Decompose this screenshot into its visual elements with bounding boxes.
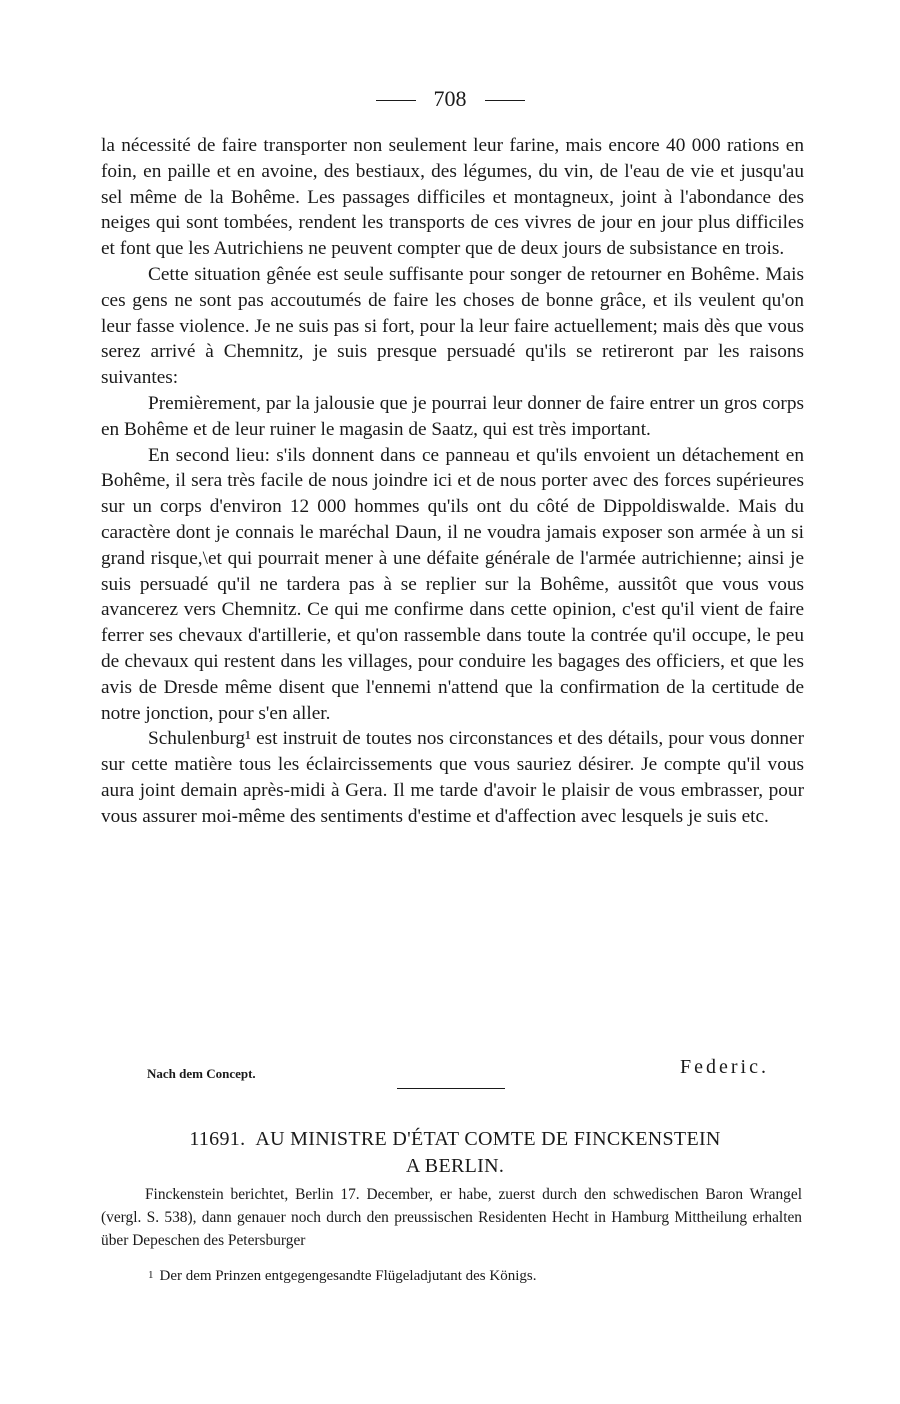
letter-body — [101, 133, 804, 830]
document-heading — [110, 1126, 800, 1180]
page-number: 708 — [433, 86, 467, 111]
header-dash-right — [485, 100, 525, 101]
document-summary — [101, 1183, 802, 1252]
paragraph-4: En second lieu: s'ils donnent dans ce panneau et qu'ils envoient un détachement en Bohême, il sera très facile de nous joindre ici et de nous porter avec des forces supérieures sur un corps d'environ 12 000 hommes qu'ils ont du côté de Dippoldiswalde. Mais du caractère dont je connais le maréchal Daun, il ne voudra jamais exposer son armée à un si grand risque,\et qui pourrait mener à une défaite générale de l'armée autrichienne; ainsi je suis persuadé qu'il ne tardera pas à se replier sur la Bohême, aussitôt que vous vous avancerez vers Chemnitz. Ce qui me confirme dans cette opinion, c'est qu'il vient de faire ferrer ses chevaux d'artillerie, et qu'on rassemble dans toute la contrée qu'il occupe, le peu de chevaux qui restent dans les villages, pour conduire les bagages des officiers, et que les avis de Dresde même disent que l'ennemi n'attend que la confirmation de la certitude de notre jonction, pour s'en aller. — [101, 444, 804, 724]
page-header — [0, 86, 900, 112]
heading-line-2: A BERLIN. — [405, 1155, 505, 1177]
source-note: Nach dem Concept. — [147, 1066, 256, 1081]
footnote-marker: 1 — [148, 1269, 154, 1281]
heading-line-1 — [110, 1126, 800, 1153]
summary-text: Finckenstein berichtet, Berlin 17. December, er habe, zuerst durch den schwedischen Baron Wrangel (vergl. S. 538), dann genauer noch durch den preussischen Residenten Hecht in Hamburg Mittheilung erhalten über Depeschen des Petersburger — [101, 1186, 802, 1249]
header-dash-left — [376, 100, 416, 101]
document-number: 11691. — [189, 1128, 246, 1150]
heading-title: AU MINISTRE D'ÉTAT COMTE DE FINCKENSTEIN — [255, 1128, 721, 1150]
section-divider — [397, 1088, 505, 1089]
paragraph-1: la nécessité de faire transporter non seulement leur farine, mais encore 40 000 rations en foin, en paille et en avoine, des bestiaux, des légumes, du vin, de l'eau de vie et jusqu'au sel même de la Bohême. Les passages difficiles et montagneux, joint à l'abondance des neiges qui sont tombées, rendent les transports de ces vivres de jour en jour plus difficiles et font que les Autrichiens ne peuvent compter que de deux jours de subsistance en trois. — [101, 135, 804, 260]
paragraph-5: Schulenburg¹ est instruit de toutes nos circonstances et des détails, pour vous donner sur cette matière tous les éclaircissements que vous sauriez désirer. Je compte qu'il vous aura joint demain après-midi à Gera. Il me tarde d'avoir le plaisir de vous embrasser, pour vous assurer moi-même des sentiments d'estime et d'affection avec lesquels je suis etc. — [101, 728, 804, 827]
paragraph-2: Cette situation gênée est seule suffisante pour songer de retourner en Bohême. Mais ces gens ne sont pas accoutumés de faire les choses de bonne grâce, et ils veulent qu'on leur fasse violence. Je ne suis pas si fort, pour la leur faire actuellement; mais dès que vous serez arrivé à Chemnitz, je suis presque persuadé qu'ils se retireront par les raisons suivantes: — [101, 263, 804, 389]
paragraph-3: Premièrement, par la jalousie que je pourrai leur donner de faire entrer un gros corps en Bohême et de leur ruiner le magasin de Saatz, qui est très important. — [101, 392, 804, 440]
footnote — [148, 1268, 537, 1285]
footnote-text: Der dem Prinzen entgegengesandte Flügeladjutant des Königs. — [159, 1268, 537, 1284]
signature: Federic. — [680, 1056, 769, 1078]
